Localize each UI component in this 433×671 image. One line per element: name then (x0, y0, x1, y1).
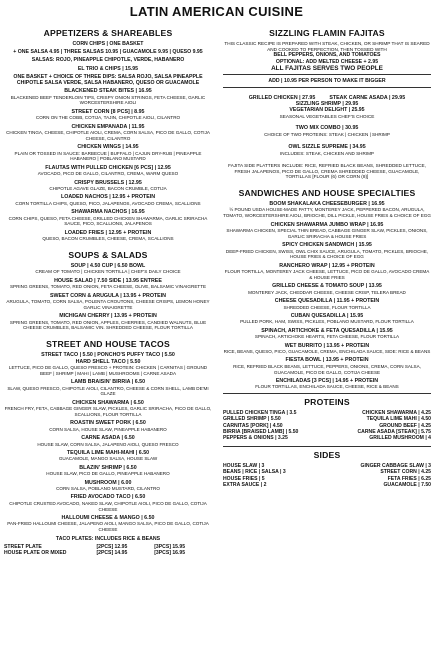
fajitas-divider-1 (223, 74, 431, 75)
sandwich-item (223, 201, 431, 219)
taco-item-desc: FRENCH FRY, FETA, CABBAGE GINGER SLAW, PICKLES, GARLIC SRIRACHA, PICO DE GALLO, SCALLIONS, FLOUR TORTILLA (4, 406, 212, 417)
fajitas-intro-bold: BELL PEPPERS, ONIONS, AND TOMATOES (273, 52, 381, 59)
soup-item (4, 293, 212, 311)
taco-item (4, 515, 212, 533)
taco-plates-heading: TACO PLATES: INCLUDES RICE & BEANS (55, 535, 161, 542)
veg-fajita-desc: SEASONAL VEGETABLES CHEF'S CHOICE (279, 113, 375, 119)
sandwich-item-desc: MONTEREY JACK, CHEDDAR CHEESE, CHEESE CRISP, TELERA BREAD (248, 289, 406, 295)
side-cell: BEANS | RICE | SALSA | 3 (223, 469, 286, 476)
taco-item (4, 379, 212, 397)
two-mix-combo-name: TWO MIX COMBO | 30.95 (295, 125, 359, 132)
soup-item-desc: CREAM OF TOMATO | CHICKEN TORTILLA | CHEF'S DAILY CHOICE (35, 269, 181, 275)
appetizer-item-name: FLAUTAS WITH PULLED CHICKEN [6 PCS] | 12.95 (45, 164, 171, 171)
taco-plates (4, 544, 212, 557)
soup-item-name: SWEET CORN & ARUGULA | 13.95 + PROTEIN (49, 292, 167, 299)
side-cell: STREET CORN | 4.25 (380, 469, 431, 476)
sandwich-item (223, 283, 431, 295)
sandwich-item (223, 328, 431, 340)
protein-cell: PULLED CHICKEN TINGA | 3.5 (223, 409, 297, 416)
fajitas-line1 (223, 95, 431, 102)
protein-cell: PEPPERS & ONIONS | 3.25 (223, 435, 288, 442)
appetizer-item-name: STREET CORN [8 PCS] | 8.95 (71, 108, 145, 115)
protein-cell: CHICKEN SHAWARMA | 4.25 (362, 409, 431, 416)
sandwich-item-desc: DEEP-FRIED CHICKEN, SWISS, OWL CHIX SAUCE, ARUGULA, TOMATO, PICKLES, BRIOCHE, HOUSE FRIES & CHOICE OF EGG (225, 248, 429, 260)
taco-item-name: LAMB BRAISIN' BIRRIA | 6.50 (70, 379, 146, 386)
sandwich-list (223, 201, 431, 390)
el-trio-desc: ONE BASKET + CHOICE OF THREE DIPS: SALSA ROJO, SALSA PINEAPPLE CHIPOTLE SALSA VERDE, SALSA HABANERO, QUESO OR GUACAMOLE (13, 73, 203, 87)
appetizer-item (4, 230, 212, 242)
sandwich-item-name: BOOM SHAKALAKA CHEESEBURGER | 16.95 (269, 201, 385, 208)
taco-item-name: CARNE ASADA | 6.50 (81, 435, 135, 442)
appetizers-heading: APPETIZERS & SHAREABLES (43, 28, 173, 38)
taco-plate-cell: [2PCS] 12.95 (96, 543, 128, 550)
proteins-divider (223, 393, 431, 394)
taco-item-name: FRIED AVOCADO TACO | 6.50 (70, 494, 146, 501)
appetizer-item-desc: PLAIN OR TOSSED IN SAUCE: BARBECUE | BUFFALO | CAJUN DRY-RUB | PINEAPPLE HABANERO | POBLANO MUSTARD (14, 150, 202, 162)
appetizer-item-desc: CHIPOTLE AGAVE GLAZE, BACON CRUMBLE, COTIJA (49, 186, 167, 191)
taco-item-name: ROASTIN SWEET PORK | 6.50 (70, 420, 146, 427)
soup-list (4, 263, 212, 331)
taco-list (4, 379, 212, 533)
appetizer-item (4, 209, 212, 227)
taco-item-desc: SLAW, QUESO FRESCO, CHIPOTLE AIOLI, CILANTRO, CHEESE & CORN SHELL, LAMB DE'MI GLAZE (7, 385, 209, 397)
fajitas-serves: ALL FAJITAS SERVES TWO PEOPLE (271, 64, 383, 72)
sides-divider (223, 446, 431, 447)
side-cell: HOUSE SLAW | 3 (223, 462, 265, 469)
taco-item-desc: CORN SALSA, POBLANO MUSTARD, CILANTRO (56, 485, 160, 491)
two-mix-combo (223, 125, 431, 137)
soup-item-desc: SPRING GREENS, TOMATO, RED ONION, FETA CHEESE, OLIVE, BALSAMIC VINAIGRETTE (9, 284, 207, 290)
side-row (223, 482, 431, 488)
protein-list (223, 410, 431, 442)
taco-plate-cell: [3PCS] 16.95 (154, 550, 186, 557)
soup-item (4, 313, 212, 331)
fajitas-intro: THIS CLASSIC RECIPE IS PREPARED WITH STEAK, CHICKEN, OR SHRIMP THAT IS SEARED AND COOKED TO PERFECTION, THEN TOSSED WITH (224, 41, 430, 52)
sandwiches-heading: SANDWICHES AND HOUSE SPECIALTIES (238, 188, 416, 199)
taco-item (4, 465, 212, 477)
side-cell: GINGER CABBAGE SLAW | 3 (360, 462, 431, 469)
taco-plate-cell: [3PCS] 15.95 (154, 543, 186, 550)
taco-item-name: TEQUILA LIME MAHI-MAHI | 6.50 (66, 449, 150, 456)
side-cell: FETA FRIES | 6.25 (387, 475, 431, 482)
soups-heading: SOUPS & SALADS (68, 249, 148, 260)
taco-intro-sub: HARD SHELL TACO | 5.50 (75, 358, 141, 365)
taco-item (4, 435, 212, 447)
sandwich-item (223, 298, 431, 310)
side-cell: HOUSE FRIES | 5 (223, 475, 265, 482)
grilled-chicken-fajita: GRILLED CHICKEN | 27.95 (248, 94, 316, 101)
soup-item-name: MICHIGAN CHERRY | 13.95 + PROTEIN (59, 313, 157, 320)
sandwich-item-name: CUBAN QUESADILLA | 15.95 (290, 312, 364, 319)
side-cell: GUACAMOLE | 7.50 (383, 482, 431, 489)
appetizer-item-desc: CORN CHIPS, QUESO, FETA CHEESE, GRILLED CHICKEN SHAWARMA, GARLIC SRIRACHA SAUCE, PICO, SCALLIONS, JALAPENOS (8, 215, 208, 227)
sandwich-item-name: WET BURRITO | 13.95 + PROTEIN (284, 342, 370, 349)
taco-plate-row (4, 550, 212, 556)
appetizer-item (4, 180, 212, 192)
sandwich-item-name: GRILLED CHEESE & TOMATO SOUP | 13.95 (272, 283, 382, 290)
owl-sizzle-desc: INCLUDES: STEAK, CHICKEN AND SHRIMP (280, 150, 374, 156)
appetizer-item-desc: CHICKEN TINGA, CHEESE, CHIPOTLE AIOLI, CREMA, CORN SALSA, PICO DE GALLO, COTIJA CHEESE, CILANTRO (6, 130, 210, 141)
sandwich-item (223, 222, 431, 240)
taco-item-name: BLAZIN' SHRIMP | 6.50 (79, 464, 137, 471)
taco-item-desc: CHIPOTLE CRUSTED AVOCADO, NAKED SLAW, CHIPOTLE AIOLI, PICO DE GALLO, COTIJA CHEESE (9, 500, 207, 512)
taco-item-desc: PAN-FRIED HALLOUMI CHEESE, JALAPENO AIOLI, MANGO SALSA, PICO DE GALLO, COTIJA CHEESE (7, 521, 209, 533)
soup-item-name: SOUP | 4.50 CUP | 6.50 BOWL (70, 262, 146, 269)
appetizer-item-name: BLACKENED STEAK BITES | 16.95 (64, 88, 152, 95)
appetizer-item (4, 144, 212, 162)
taco-item-desc: HOUSE SLAW, PICO DE GALLO, PINEAPPLE HABANERO (46, 471, 170, 477)
tacos-heading: STREET AND HOUSE TACOS (46, 339, 170, 350)
el-trio-title: EL TRIO & CHIPS | 15.95 (77, 65, 139, 72)
appetizer-item-desc: AVOCADO, PICO DE GALLO, CILANTRO, CREMA, WARM QUESO (37, 171, 179, 177)
sandwich-item-desc: FLOUR TORTILLA, MONTEREY JACK CHEESE, LETTUCE, PICO DE GALLO, AVOCADO CREMA & HOUSE FRIES (224, 269, 430, 280)
sandwich-item (223, 357, 431, 375)
soup-item-desc: SPRING GREENS, TOMATO, RED ONION, APPLES, CHERRIES, CANDIED WALNUTS, BLUE CHEESE CRUMBLES, BALSAMIC VIN. SHREDDED CHEESE, FLOUR TORTILLA (9, 319, 207, 331)
fajita-platters: FAJITA SIDE PLATTERS INCLUDE: RICE, REFRIED BLACK BEANS, SHREDDED LETTUCE, FRESH JALAPENOS, PICO DE GALLO, CREMA SHREDDED CHEESE, GUACAMOLE, TORTILLAS [FLOUR (6) OR CORN (8)] (228, 162, 426, 180)
appetizer-item-desc: CORN ON THE COBB, COTIJA, TAJIN, CHIPOTLE AIOLI, CILANTRO (35, 115, 181, 121)
taco-item-desc: GUACAMOLE, MANGO SALSA, HOUSE SLAW (58, 456, 158, 462)
taco-plate-cell: STREET PLATE (4, 543, 42, 550)
taco-item (4, 450, 212, 462)
appetizer-item-name: CHICKEN EMPANADA | 11.95 (71, 123, 145, 130)
sandwich-item (223, 313, 431, 325)
veg-fajita: VEGETARIAN DELIGHT | 25.95 (289, 107, 365, 114)
taco-item-desc: CORN SALSA, HOUSE SLAW, PINEAPPLE HABANERO (49, 426, 167, 432)
proteins-heading: PROTEINS (304, 396, 350, 407)
appetizer-item-name: LOADED NACHOS | 12.95 + PROTEIN (60, 194, 156, 201)
sandwich-item-name: SPINACH, ARTICHOKE & FETA QUESADILLA | 15.95 (261, 327, 393, 334)
owl-sizzle-name: OWL SIZZLE SUPREME | 34.95 (288, 144, 366, 151)
appetizer-item-name: LOADED FRIES | 12.95 + PROTEIN (64, 229, 152, 236)
appetizer-item-desc: CORN TORTILLA CHIPS, QUESO, PICO, JALAPENOS, AVOCADO CREMA, SCALLIONS (15, 200, 201, 206)
protein-cell: GROUND BEEF | 4.25 (379, 422, 431, 429)
sandwich-item (223, 378, 431, 390)
steak-fajita: STEAK CARNE ASADA | 29.95 (329, 94, 406, 101)
sides-heading: SIDES (313, 449, 341, 460)
left-column (4, 22, 212, 557)
appetizer-item (4, 194, 212, 206)
appetizer-item (4, 124, 212, 142)
shrimp-fajita: SIZZLING SHRIMP | 29.95 (295, 101, 359, 108)
appetizer-item-name: CRISPY BRUSSELS | 12.95 (74, 179, 142, 186)
page-title: LATIN AMERICAN CUISINE (129, 4, 304, 19)
appetizer-item-desc: BLACKENED BEEF TENDERLOIN TIPS, CRISPY ONION STRINGS, FETA CHEESE, GARLIC WORCESTERSHIRE AIOLI (10, 94, 206, 106)
sandwich-item-desc: RICE, REFRIED BLACK BEANS, LETTUCE, PEPPERS, ONIONS, CREMA, CORN SALSA, GUACAMOLE, PICO DE GALLO, COTIJA CHEESE (233, 363, 421, 375)
fajitas-divider-2 (223, 87, 431, 88)
sandwich-item (223, 242, 431, 260)
protein-cell: CARNITAS [PORK] | 4.50 (223, 422, 283, 429)
taco-item (4, 420, 212, 432)
corn-chips-options: + ONE SALSA 4.95 | THREE SALSAS 10.95 | GUACAMOLE 9.95 | QUESO 9.95 (13, 49, 203, 56)
taco-item (4, 480, 212, 492)
soup-item (4, 278, 212, 290)
sandwich-item-name: FIESTA BOWL | 13.95 + PROTEIN (285, 357, 369, 364)
appetizer-item-desc: QUESO, BACON CRUMBLES, CHEESE, CREMA, SCALLIONS (42, 236, 174, 242)
taco-intro-desc: LETTUCE, PICO DE GALLO, QUESO FRESCO + PROTEIN: CHICKEN | CARNITAS | GROUND BEEF | SHRIMP | MAHI | LAMB | MUSHROOMS | CARNE ASADA (8, 364, 208, 376)
side-cell: EXTRA SAUCE | 2 (223, 482, 267, 489)
taco-item (4, 494, 212, 512)
taco-item-name: HALLOUMI CHEESE & MANGO | 6.50 (61, 514, 155, 521)
sandwich-item-desc: FLOUR TORTILLAS, ENCHILADA SAUCE, CHEESE, RICE & BEANS (255, 384, 399, 390)
side-list (223, 463, 431, 489)
corn-chips-title: CORN CHIPS | ONE BASKET (72, 41, 144, 47)
fajitas-optional: OPTIONAL: ADD MELTED CHEESE + 2.95 (275, 58, 379, 65)
protein-cell: CARNE ASADA [STEAK] | 5.75 (357, 428, 431, 435)
sandwich-item-desc: RICE, BEANS, QUESO, PICO, GUACAMOLE, CREMA, ENCHILADA SAUCE, SIDE: RICE & BEANS (223, 348, 431, 354)
fajitas-heading: SIZZLING FLAMIN FAJITAS (269, 28, 385, 38)
appetizer-list (4, 88, 212, 242)
taco-plate-cell: HOUSE PLATE OR MIXED (4, 550, 67, 557)
protein-cell: GRILLED SHRIMP | 5.50 (223, 416, 281, 423)
sandwich-item-desc: SHREDDED CHEESE, FLOUR TORTILLA (283, 304, 371, 310)
protein-row (223, 435, 431, 441)
salsa-list: SALSAS: ROJO, PINEAPPLE CHIPOTLE, VERDE, HABANERO (31, 57, 185, 64)
taco-item-name: MUSHROOM | 6.00 (84, 479, 132, 486)
soup-item-desc: ARUGULA, TOMATO, CORN SALSA, POLENTA CROUTONS, CHEESE CRISPS, LEMON HONEY GARLIC VINAIGRETTE (6, 298, 210, 310)
sandwich-item-desc: ½ POUND USDA HOUSE-MADE PATTY, MONTEREY JACK, PEPPERED BACON, ARUGULA, TOMATO, WORCESTERSHIRE AIOLI, BRIOCHE, DILL PICKLE, HOUSE FRIES & CHOICE OF EGG (223, 207, 431, 219)
appetizer-item-name: CHICKEN WINGS | 14.95 (77, 144, 139, 151)
sandwich-item-name: SPICY CHICKEN SANDWICH | 15.95 (282, 242, 372, 249)
protein-cell: GRILLED MUSHROOM | 4 (369, 435, 431, 442)
sandwich-item-name: CHICKEN SHAWARMA JUMBO WRAP | 16.95 (270, 221, 384, 228)
appetizer-item (4, 165, 212, 177)
soup-item (4, 263, 212, 275)
right-column (223, 22, 431, 488)
sandwich-item-desc: PULLED PORK, HAM, SWISS, PICKLES, POBLANO MUSTARD, FLOUR TORTILLA (240, 319, 414, 325)
appetizer-item (4, 109, 212, 121)
taco-item (4, 400, 212, 418)
sandwich-item-name: RANCHERO WRAP | 12.95 + PROTEIN (279, 262, 375, 269)
appetizer-item (4, 88, 212, 106)
sandwich-item-desc: SHAWARMA CHICKEN, SPECIAL THIN BREAD, CABBAGE GINGER SLAW, PICKLES, ONIONS, GARLIC SRIRACHA & HOUSE FRIES (226, 228, 428, 239)
owl-sizzle-supreme (223, 144, 431, 156)
sandwich-item-desc: SPINACH, ARTICHOKE HEARTS, FETA CHEESE, FLOUR TORTILLA (254, 334, 400, 340)
soup-item-name: HOUSE SALAD | 7.50 SIDE | 13.95 ENTREE (54, 277, 162, 284)
taco-plate-cell: [2PCS] 14.95 (96, 550, 128, 557)
taco-item-name: CHICKEN SHAWARMA | 6.50 (72, 399, 144, 406)
appetizer-item-name: SHAWARMA NACHOS | 16.95 (71, 209, 145, 216)
protein-cell: BIRRIA [BRAISED LAMB] | 5.50 (223, 428, 299, 435)
sandwich-item-name: ENCHILADAS [3 PCS] | 14.95 + PROTEIN (275, 377, 379, 384)
taco-item-desc: HOUSE SLAW, CORN SALSA, JALAPENO AIOLI, QUESO FRESCO (37, 441, 179, 447)
sandwich-item-name: CHEESE QUESADILLA | 11.95 + PROTEIN (274, 298, 380, 305)
protein-cell: TEQUILA LIME MAHI | 4.50 (366, 416, 431, 423)
fajitas-add: ADD | 10.95 PER PERSON TO MAKE IT BIGGER (268, 78, 386, 85)
sandwich-item (223, 343, 431, 355)
taco-intro-name: STREET TACO | 5.50 | PONCHO'S PUFFY TACO | 5.50 (41, 352, 175, 359)
sandwich-item (223, 263, 431, 281)
taco-intro (4, 352, 212, 376)
two-mix-combo-desc: CHOICE OF TWO PROTEINS: STEAK | CHICKEN | SHRIMP (264, 131, 390, 137)
